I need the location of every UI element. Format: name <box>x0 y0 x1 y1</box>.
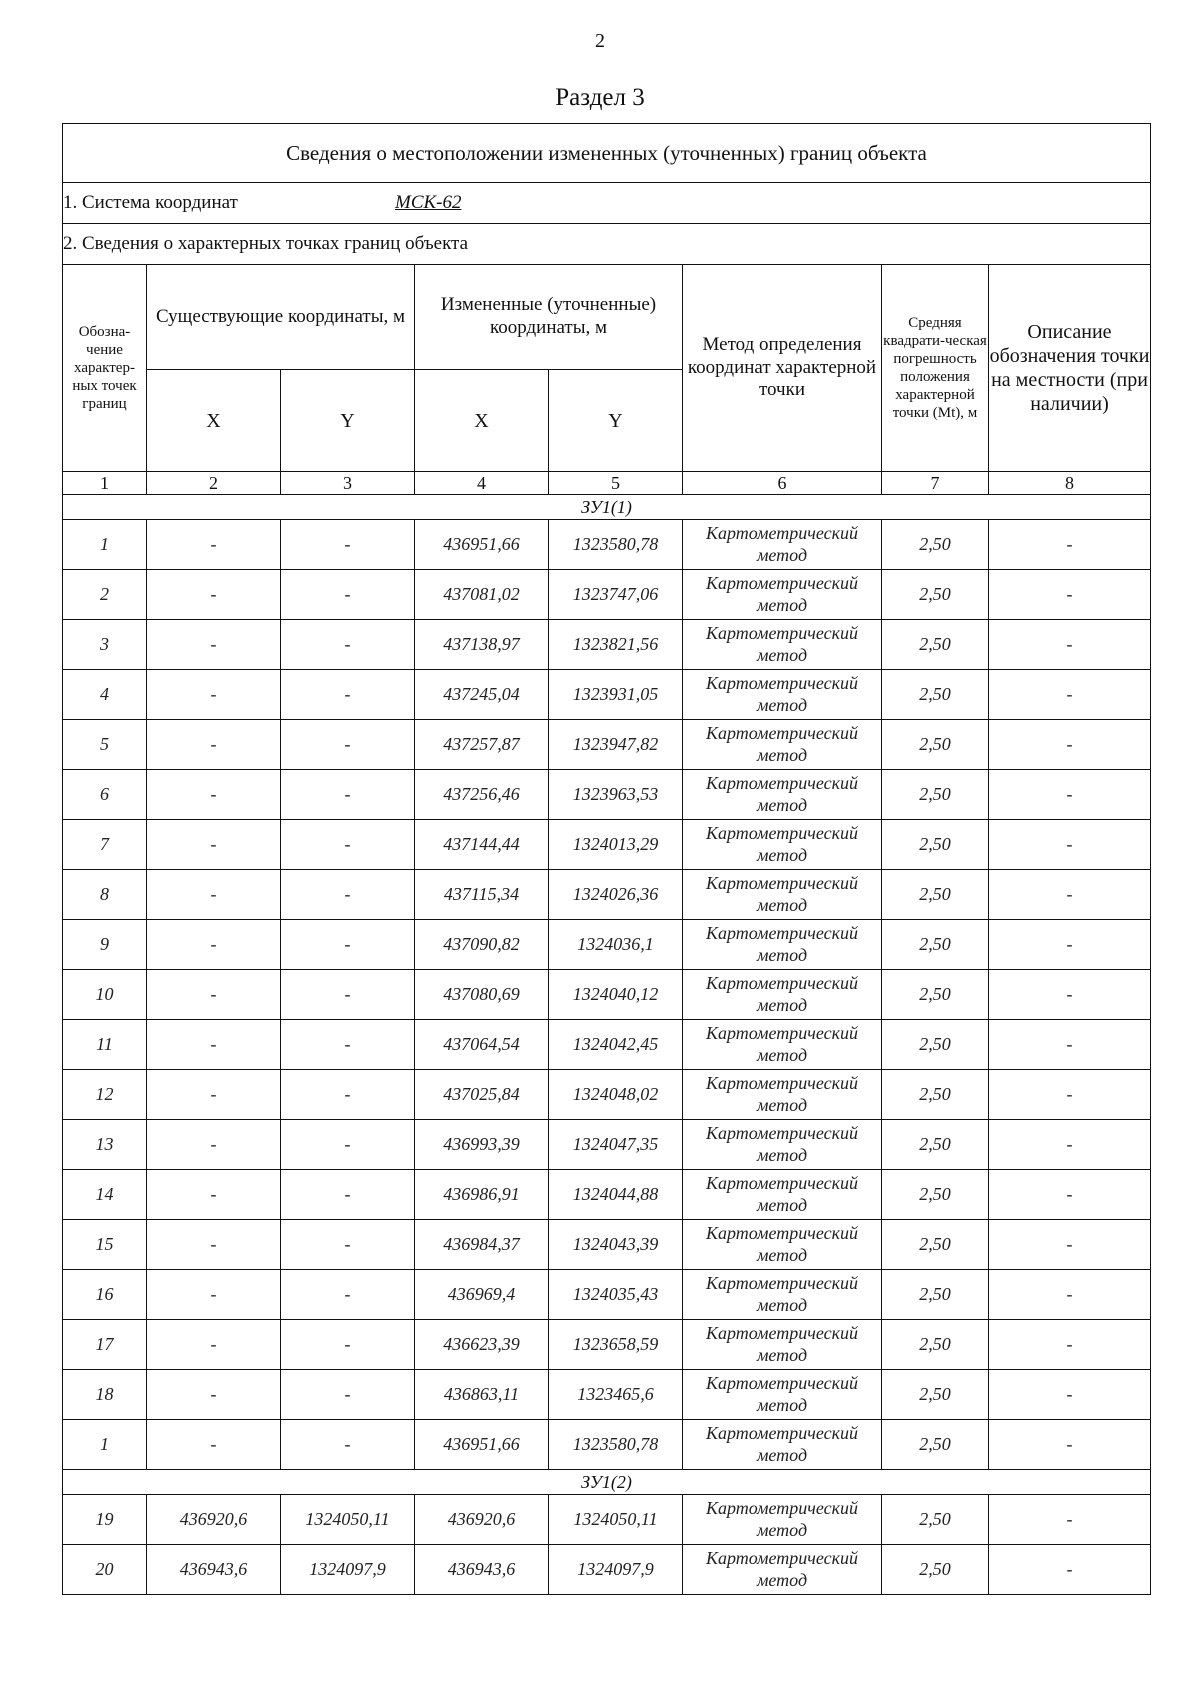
cell-point-number: 17 <box>63 1320 147 1370</box>
cell-existing-y: - <box>281 1220 415 1270</box>
cell-method: Картометрический метод <box>683 570 882 620</box>
table-row <box>63 1320 1151 1370</box>
cell-point-number: 12 <box>63 1070 147 1120</box>
cell-point-number: 4 <box>63 670 147 720</box>
cell-accuracy: 2,50 <box>882 520 989 570</box>
cell-description: - <box>989 620 1151 670</box>
points-label: 2. Сведения о характерных точках границ объекта <box>63 224 1151 265</box>
cell-accuracy: 2,50 <box>882 620 989 670</box>
cell-description: - <box>989 670 1151 720</box>
cell-description: - <box>989 1220 1151 1270</box>
cell-existing-y: - <box>281 970 415 1020</box>
cell-changed-y: 1324048,02 <box>549 1070 683 1120</box>
cell-changed-y: 1324036,1 <box>549 920 683 970</box>
cell-existing-x: - <box>147 1020 281 1070</box>
cell-existing-x: - <box>147 970 281 1020</box>
header-existing: Существующие координаты, м <box>147 265 415 370</box>
cell-accuracy: 2,50 <box>882 770 989 820</box>
cell-changed-y: 1324035,43 <box>549 1270 683 1320</box>
cell-accuracy: 2,50 <box>882 1020 989 1070</box>
cell-accuracy: 2,50 <box>882 1320 989 1370</box>
cell-method: Картометрический метод <box>683 1220 882 1270</box>
cell-point-number: 1 <box>63 1420 147 1470</box>
cell-existing-x: - <box>147 1220 281 1270</box>
cell-existing-x: - <box>147 1420 281 1470</box>
cell-existing-y: - <box>281 1070 415 1120</box>
table-row <box>63 1020 1151 1070</box>
cell-existing-y: - <box>281 1170 415 1220</box>
cell-existing-x: - <box>147 1170 281 1220</box>
header-changed-x: X <box>415 370 549 472</box>
cell-method: Картометрический метод <box>683 1070 882 1120</box>
cell-changed-y: 1323747,06 <box>549 570 683 620</box>
cell-method: Картометрический метод <box>683 1370 882 1420</box>
cell-point-number: 2 <box>63 570 147 620</box>
cell-description: - <box>989 970 1151 1020</box>
header-existing-y: Y <box>281 370 415 472</box>
cell-accuracy: 2,50 <box>882 570 989 620</box>
table-row <box>63 1270 1151 1320</box>
page-number: 2 <box>595 30 605 52</box>
cell-point-number: 15 <box>63 1220 147 1270</box>
column-number: 1 <box>63 472 147 495</box>
column-number: 5 <box>549 472 683 495</box>
cell-point-number: 13 <box>63 1120 147 1170</box>
table-row <box>63 620 1151 670</box>
section-title: Раздел 3 <box>555 84 645 111</box>
header-existing-x: X <box>147 370 281 472</box>
cell-accuracy: 2,50 <box>882 670 989 720</box>
cell-changed-y: 1324050,11 <box>549 1495 683 1545</box>
header-description: Описание обозначения точки на местности (при наличии) <box>989 265 1151 472</box>
table-row <box>63 1420 1151 1470</box>
cell-accuracy: 2,50 <box>882 720 989 770</box>
cell-description: - <box>989 1495 1151 1545</box>
group-row <box>63 495 1151 520</box>
cell-existing-y: - <box>281 770 415 820</box>
cell-existing-y: - <box>281 1270 415 1320</box>
table-caption: Сведения о местоположении измененных (уточненных) границ объекта <box>63 124 1151 183</box>
cell-changed-x: 437081,02 <box>415 570 549 620</box>
cell-changed-y: 1323821,56 <box>549 620 683 670</box>
cell-point-number: 19 <box>63 1495 147 1545</box>
group-name: ЗУ1(2) <box>63 1470 1151 1495</box>
cell-method: Картометрический метод <box>683 820 882 870</box>
cell-existing-x: - <box>147 570 281 620</box>
cell-changed-x: 437257,87 <box>415 720 549 770</box>
cell-existing-y: - <box>281 1020 415 1070</box>
cell-existing-x: - <box>147 1070 281 1120</box>
cell-point-number: 10 <box>63 970 147 1020</box>
cell-existing-x: 436943,6 <box>147 1545 281 1595</box>
cell-existing-y: - <box>281 1370 415 1420</box>
cell-existing-x: - <box>147 870 281 920</box>
cell-existing-y: - <box>281 520 415 570</box>
cell-changed-y: 1323580,78 <box>549 520 683 570</box>
table-row <box>63 1170 1151 1220</box>
cell-changed-y: 1324042,45 <box>549 1020 683 1070</box>
column-number: 7 <box>882 472 989 495</box>
cell-description: - <box>989 920 1151 970</box>
cell-changed-x: 437090,82 <box>415 920 549 970</box>
cell-existing-x: 436920,6 <box>147 1495 281 1545</box>
cell-changed-x: 437080,69 <box>415 970 549 1020</box>
cell-existing-y: 1324050,11 <box>281 1495 415 1545</box>
cell-existing-x: - <box>147 920 281 970</box>
cell-existing-y: - <box>281 570 415 620</box>
cell-accuracy: 2,50 <box>882 1370 989 1420</box>
coord-system-value: МСК-62 <box>395 192 462 213</box>
cell-point-number: 16 <box>63 1270 147 1320</box>
cell-description: - <box>989 1170 1151 1220</box>
table-row <box>63 1120 1151 1170</box>
cell-method: Картометрический метод <box>683 670 882 720</box>
cell-changed-y: 1323580,78 <box>549 1420 683 1470</box>
cell-point-number: 9 <box>63 920 147 970</box>
cell-method: Картометрический метод <box>683 620 882 670</box>
column-number: 2 <box>147 472 281 495</box>
group-row <box>63 1470 1151 1495</box>
cell-changed-y: 1324013,29 <box>549 820 683 870</box>
cell-changed-x: 436951,66 <box>415 520 549 570</box>
cell-existing-y: - <box>281 620 415 670</box>
column-number: 8 <box>989 472 1151 495</box>
cell-point-number: 11 <box>63 1020 147 1070</box>
cell-changed-x: 437064,54 <box>415 1020 549 1070</box>
cell-existing-x: - <box>147 620 281 670</box>
cell-changed-y: 1323931,05 <box>549 670 683 720</box>
table-row <box>63 670 1151 720</box>
cell-accuracy: 2,50 <box>882 970 989 1020</box>
cell-changed-x: 437144,44 <box>415 820 549 870</box>
group-name: ЗУ1(1) <box>63 495 1151 520</box>
column-number: 4 <box>415 472 549 495</box>
cell-existing-y: - <box>281 1320 415 1370</box>
cell-method: Картометрический метод <box>683 1545 882 1595</box>
cell-changed-y: 1324026,36 <box>549 870 683 920</box>
cell-existing-y: - <box>281 820 415 870</box>
cell-existing-x: - <box>147 820 281 870</box>
cell-existing-x: - <box>147 520 281 570</box>
cell-changed-y: 1323947,82 <box>549 720 683 770</box>
cell-accuracy: 2,50 <box>882 1220 989 1270</box>
cell-changed-y: 1323963,53 <box>549 770 683 820</box>
cell-changed-y: 1323465,6 <box>549 1370 683 1420</box>
cell-accuracy: 2,50 <box>882 870 989 920</box>
header-method: Метод определения координат характерной точки <box>683 265 882 472</box>
header-point: Обозна-чение характер-ных точек границ <box>63 265 147 472</box>
cell-point-number: 1 <box>63 520 147 570</box>
cell-description: - <box>989 1545 1151 1595</box>
cell-existing-y: - <box>281 1120 415 1170</box>
cell-changed-x: 437025,84 <box>415 1070 549 1120</box>
cell-method: Картометрический метод <box>683 720 882 770</box>
cell-accuracy: 2,50 <box>882 1420 989 1470</box>
cell-accuracy: 2,50 <box>882 1495 989 1545</box>
table-row <box>63 820 1151 870</box>
cell-changed-y: 1324047,35 <box>549 1120 683 1170</box>
cell-description: - <box>989 1370 1151 1420</box>
cell-description: - <box>989 1020 1151 1070</box>
cell-point-number: 18 <box>63 1370 147 1420</box>
cell-method: Картометрический метод <box>683 1420 882 1470</box>
cell-changed-x: 437115,34 <box>415 870 549 920</box>
table-row <box>63 570 1151 620</box>
cell-changed-y: 1324043,39 <box>549 1220 683 1270</box>
cell-existing-x: - <box>147 1370 281 1420</box>
cell-changed-x: 437138,97 <box>415 620 549 670</box>
cell-point-number: 7 <box>63 820 147 870</box>
cell-method: Картометрический метод <box>683 770 882 820</box>
table-row <box>63 1370 1151 1420</box>
column-numbers-row <box>63 472 1151 495</box>
cell-method: Картометрический метод <box>683 1170 882 1220</box>
cell-point-number: 20 <box>63 1545 147 1595</box>
cell-method: Картометрический метод <box>683 870 882 920</box>
column-number: 6 <box>683 472 882 495</box>
cell-accuracy: 2,50 <box>882 1070 989 1120</box>
cell-description: - <box>989 1270 1151 1320</box>
cell-point-number: 5 <box>63 720 147 770</box>
cell-changed-y: 1324097,9 <box>549 1545 683 1595</box>
cell-description: - <box>989 870 1151 920</box>
cell-existing-x: - <box>147 1120 281 1170</box>
cell-method: Картометрический метод <box>683 1120 882 1170</box>
cell-changed-x: 436986,91 <box>415 1170 549 1220</box>
cell-changed-x: 437256,46 <box>415 770 549 820</box>
cell-existing-x: - <box>147 720 281 770</box>
cell-changed-x: 436863,11 <box>415 1370 549 1420</box>
cell-method: Картометрический метод <box>683 520 882 570</box>
header-accuracy: Средняя квадрати-ческая погрешность положения характерной точки (Mt), м <box>882 265 989 472</box>
cell-method: Картометрический метод <box>683 920 882 970</box>
cell-existing-x: - <box>147 1320 281 1370</box>
table-row <box>63 1495 1151 1545</box>
cell-method: Картометрический метод <box>683 970 882 1020</box>
cell-accuracy: 2,50 <box>882 1170 989 1220</box>
cell-accuracy: 2,50 <box>882 1545 989 1595</box>
cell-accuracy: 2,50 <box>882 920 989 970</box>
cell-point-number: 3 <box>63 620 147 670</box>
table-row <box>63 720 1151 770</box>
header-changed-y: Y <box>549 370 683 472</box>
cell-point-number: 6 <box>63 770 147 820</box>
cell-changed-x: 437245,04 <box>415 670 549 720</box>
cell-method: Картометрический метод <box>683 1320 882 1370</box>
coord-system-row <box>63 183 1151 224</box>
cell-changed-x: 436943,6 <box>415 1545 549 1595</box>
coord-system-label: 1. Система координат <box>63 192 238 213</box>
cell-method: Картометрический метод <box>683 1020 882 1070</box>
cell-existing-y: - <box>281 1420 415 1470</box>
cell-changed-x: 436969,4 <box>415 1270 549 1320</box>
table-row <box>63 970 1151 1020</box>
cell-point-number: 8 <box>63 870 147 920</box>
table-row <box>63 520 1151 570</box>
cell-existing-y: - <box>281 920 415 970</box>
cell-changed-x: 436920,6 <box>415 1495 549 1545</box>
cell-description: - <box>989 1320 1151 1370</box>
cell-changed-x: 436623,39 <box>415 1320 549 1370</box>
cell-existing-x: - <box>147 770 281 820</box>
cell-method: Картометрический метод <box>683 1270 882 1320</box>
cell-changed-x: 436951,66 <box>415 1420 549 1470</box>
column-number: 3 <box>281 472 415 495</box>
cell-changed-y: 1323658,59 <box>549 1320 683 1370</box>
cell-existing-y: - <box>281 870 415 920</box>
cell-accuracy: 2,50 <box>882 1120 989 1170</box>
cell-changed-y: 1324040,12 <box>549 970 683 1020</box>
cell-description: - <box>989 820 1151 870</box>
boundary-table <box>62 123 1151 1595</box>
cell-point-number: 14 <box>63 1170 147 1220</box>
cell-changed-y: 1324044,88 <box>549 1170 683 1220</box>
table-row <box>63 920 1151 970</box>
cell-description: - <box>989 570 1151 620</box>
cell-accuracy: 2,50 <box>882 820 989 870</box>
table-row <box>63 1070 1151 1120</box>
cell-existing-y: - <box>281 670 415 720</box>
cell-description: - <box>989 770 1151 820</box>
header-changed: Измененные (уточненные) координаты, м <box>415 265 683 370</box>
table-row <box>63 1220 1151 1270</box>
cell-description: - <box>989 720 1151 770</box>
cell-existing-x: - <box>147 1270 281 1320</box>
cell-existing-y: - <box>281 720 415 770</box>
cell-description: - <box>989 1420 1151 1470</box>
cell-changed-x: 436984,37 <box>415 1220 549 1270</box>
cell-method: Картометрический метод <box>683 1495 882 1545</box>
cell-existing-x: - <box>147 670 281 720</box>
cell-description: - <box>989 520 1151 570</box>
cell-existing-y: 1324097,9 <box>281 1545 415 1595</box>
table-row <box>63 1545 1151 1595</box>
table-row <box>63 770 1151 820</box>
cell-description: - <box>989 1070 1151 1120</box>
cell-changed-x: 436993,39 <box>415 1120 549 1170</box>
cell-description: - <box>989 1120 1151 1170</box>
table-row <box>63 870 1151 920</box>
cell-accuracy: 2,50 <box>882 1270 989 1320</box>
